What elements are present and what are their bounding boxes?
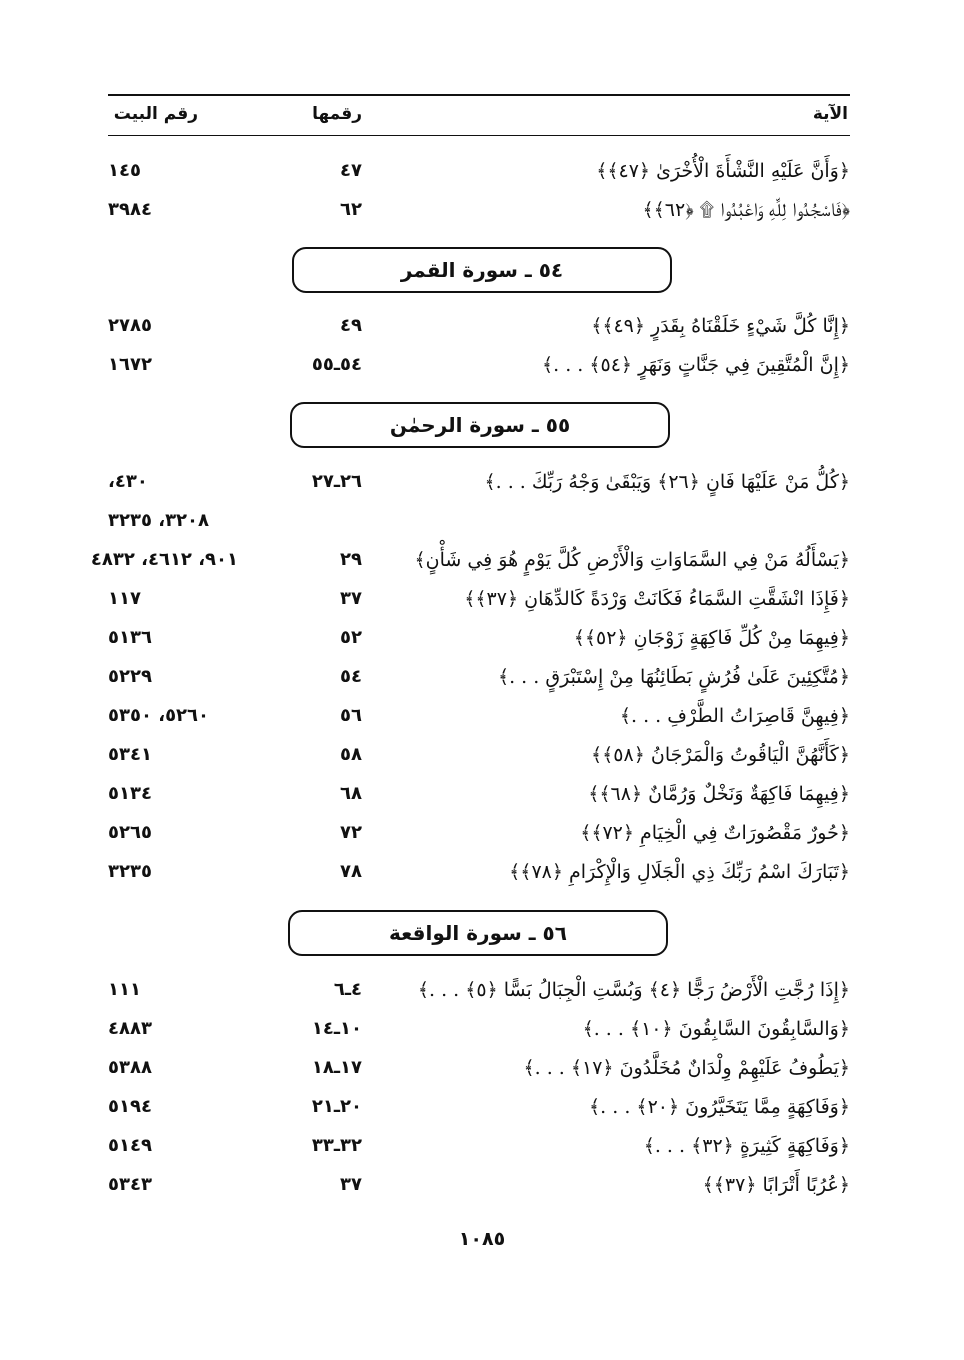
verse-text: ﴿إِذَا رُجَّتِ الْأَرْضُ رَجًّا ﴿٤﴾ وَبُسَّتِ الْجِبَالُ بَسًّا ﴿٥﴾ . . .﴾ <box>417 979 850 1001</box>
verse-number: ٤ـ٦ <box>333 979 362 1000</box>
verse-number: ٢٠ـ٢١ <box>311 1096 362 1117</box>
line-number: ٥١٣٤ <box>108 783 152 804</box>
verse-text: ﴿إِنَّ الْمُتَّقِينَ فِي جَنَّاتٍ وَنَهَرٍ ﴿٥٤﴾ . . .﴾ <box>541 354 850 376</box>
verse-number: ١٧ـ١٨ <box>311 1057 362 1078</box>
line-number: ٥٢٦٥ <box>108 822 152 843</box>
table-row <box>108 739 850 771</box>
table-row <box>108 1169 850 1201</box>
table-row <box>90 544 850 576</box>
surah-heading: ٥٥ ـ سورة الرحمٰن <box>290 402 670 448</box>
verse-number: ٦٨ <box>340 783 362 804</box>
line-number: ٣٩٨٤ <box>108 199 152 220</box>
verse-number: ٣٢ـ٣٣ <box>311 1135 362 1156</box>
table-row <box>108 700 850 732</box>
table-row <box>108 155 850 187</box>
verse-text: ﴿كُلُّ مَنْ عَلَيْهَا فَانٍ ﴿٢٦﴾ وَيَبْقَىٰ وَجْهُ رَبِّكَ . . .﴾ <box>484 471 850 493</box>
line-number: ٤٣٠، <box>108 471 148 492</box>
line-number: ١١٧ <box>108 588 141 609</box>
line-number: ٥١٣٦ <box>108 627 152 648</box>
verse-number: ١٠ـ١٤ <box>311 1018 362 1039</box>
header-number: رقمها <box>312 104 362 124</box>
verse-number: ٥٤ـ٥٥ <box>311 354 362 375</box>
table-row <box>108 1130 850 1162</box>
line-number: ٣٢٠٨، ٣٢٣٥ <box>108 510 210 531</box>
table-row <box>108 974 850 1006</box>
verse-number: ٥٦ <box>340 705 362 726</box>
line-number: ٥٢٦٠، ٥٣٥٠ <box>108 705 210 726</box>
verse-text: ﴿يَسْأَلُهُ مَنْ فِي السَّمَاوَاتِ وَالْأَرْضِ كُلَّ يَوْمٍ هُوَ فِي شَأْنٍ﴾ <box>414 549 850 571</box>
table-row <box>108 466 850 498</box>
surah-heading: ٥٦ ـ سورة الواقعة <box>288 910 668 956</box>
line-number: ١٤٥ <box>108 160 141 181</box>
verse-number: ٧٨ <box>340 861 362 882</box>
table-row <box>108 1052 850 1084</box>
verse-text: ﴿حُورٌ مَقْصُورَاتٌ فِي الْخِيَامِ ﴿٧٢﴾﴾ <box>580 822 850 844</box>
table-row <box>108 1013 850 1045</box>
verse-text: ﴿فَاسْجُدُوا لِلَّهِ وَاعْبُدُوا ۩ ﴿٦٢﴾﴾ <box>642 199 850 221</box>
verse-text: ﴿فِيهِمَا مِنْ كُلِّ فَاكِهَةٍ زَوْجَانِ ﴿٥٢﴾﴾ <box>573 627 850 649</box>
line-number: ٥٣٤٣ <box>108 1174 152 1195</box>
line-number: ٤٨٨٣ <box>108 1018 152 1039</box>
table-row <box>108 817 850 849</box>
line-number: ١١١ <box>108 979 141 1000</box>
verse-text: ﴿وَفَاكِهَةٍ كَثِيرَةٍ ﴿٣٢﴾ . . .﴾ <box>643 1135 850 1157</box>
table-row <box>108 622 850 654</box>
line-number: ٥٣٤١ <box>108 744 152 765</box>
verse-text: ﴿وَالسَّابِقُونَ السَّابِقُونَ ﴿١٠﴾ . . .﴾ <box>582 1018 850 1040</box>
verse-number: ٤٧ <box>340 160 362 181</box>
verse-text <box>450 505 850 537</box>
table-header <box>108 94 850 136</box>
line-number: ٥٣٨٨ <box>108 1057 152 1078</box>
table-row <box>108 1091 850 1123</box>
verse-text: ﴿إِنَّا كُلَّ شَيْءٍ خَلَقْنَاهُ بِقَدَرٍ ﴿٤٩﴾﴾ <box>591 315 850 337</box>
table-row <box>108 349 850 381</box>
table-row <box>108 505 850 537</box>
verse-number: ٣٧ <box>340 1174 362 1195</box>
table-row <box>108 583 850 615</box>
verse-text: ﴿فَإِذَا انْشَقَّتِ السَّمَاءُ فَكَانَتْ وَرْدَةً كَالدِّهَانِ ﴿٣٧﴾﴾ <box>464 588 850 610</box>
verse-number: ٥٤ <box>340 666 362 687</box>
verse-text: ﴿مُتَّكِئِينَ عَلَىٰ فُرُشٍ بَطَائِنُهَا مِنْ إِسْتَبْرَقٍ . . .﴾ <box>497 666 850 688</box>
verse-number: ٦٢ <box>340 199 362 220</box>
verse-text: ﴿يَطُوفُ عَلَيْهِمْ وِلْدَانٌ مُخَلَّدُونَ ﴿١٧﴾ . . .﴾ <box>523 1057 850 1079</box>
line-number: ٣٢٣٥ <box>108 861 152 882</box>
verse-text: ﴿وَفَاكِهَةٍ مِمَّا يَتَخَيَّرُونَ ﴿٢٠﴾ . . .﴾ <box>589 1096 850 1118</box>
verse-text: ﴿تَبَارَكَ اسْمُ رَبِّكَ ذِي الْجَلَالِ وَالْإِكْرَامِ ﴿٧٨﴾﴾ <box>509 861 850 883</box>
verse-text: ﴿كَأَنَّهُنَّ الْيَاقُوتُ وَالْمَرْجَانُ ﴿٥٨﴾﴾ <box>591 744 850 766</box>
table-row <box>108 310 850 342</box>
verse-text: ﴿فِيهِنَّ قَاصِرَاتُ الطَّرْفِ . . .﴾ <box>619 705 850 727</box>
verse-text: ﴿عُرُبًا أَتْرَابًا ﴿٣٧﴾﴾ <box>702 1174 850 1196</box>
table-row <box>108 778 850 810</box>
line-number: ١٦٧٢ <box>108 354 152 375</box>
verse-number: ٢٦ـ٢٧ <box>311 471 362 492</box>
table-row <box>108 856 850 888</box>
verse-text: ﴿وَأَنَّ عَلَيْهِ النَّشْأَةَ الْأُخْرَىٰ ﴿٤٧﴾﴾ <box>596 160 850 182</box>
line-number: ٩٠١، ٤٦١٢، ٤٨٣٢ <box>90 549 238 570</box>
verse-number: ٢٩ <box>340 549 362 570</box>
line-number: ٥١٤٩ <box>108 1135 152 1156</box>
table-row <box>108 194 850 226</box>
verse-text: ﴿فِيهِمَا فَاكِهَةٌ وَنَخْلٌ وَرُمَّانٌ ﴿٦٨﴾﴾ <box>588 783 850 805</box>
surah-heading: ٥٤ ـ سورة القمر <box>292 247 672 293</box>
header-verse: الآية <box>812 104 848 124</box>
verse-number: ٥٨ <box>340 744 362 765</box>
verse-number: ٥٢ <box>340 627 362 648</box>
header-line-number: رقم البيت <box>113 104 198 124</box>
line-number: ٢٧٨٥ <box>108 315 152 336</box>
line-number: ٥٢٢٩ <box>108 666 152 687</box>
table-row <box>108 661 850 693</box>
verse-number: ٧٢ <box>340 822 362 843</box>
verse-number: ٤٩ <box>340 315 362 336</box>
verse-number: ٣٧ <box>340 588 362 609</box>
page-number: ١٠٨٥ <box>458 1228 506 1250</box>
line-number: ٥١٩٤ <box>108 1096 152 1117</box>
